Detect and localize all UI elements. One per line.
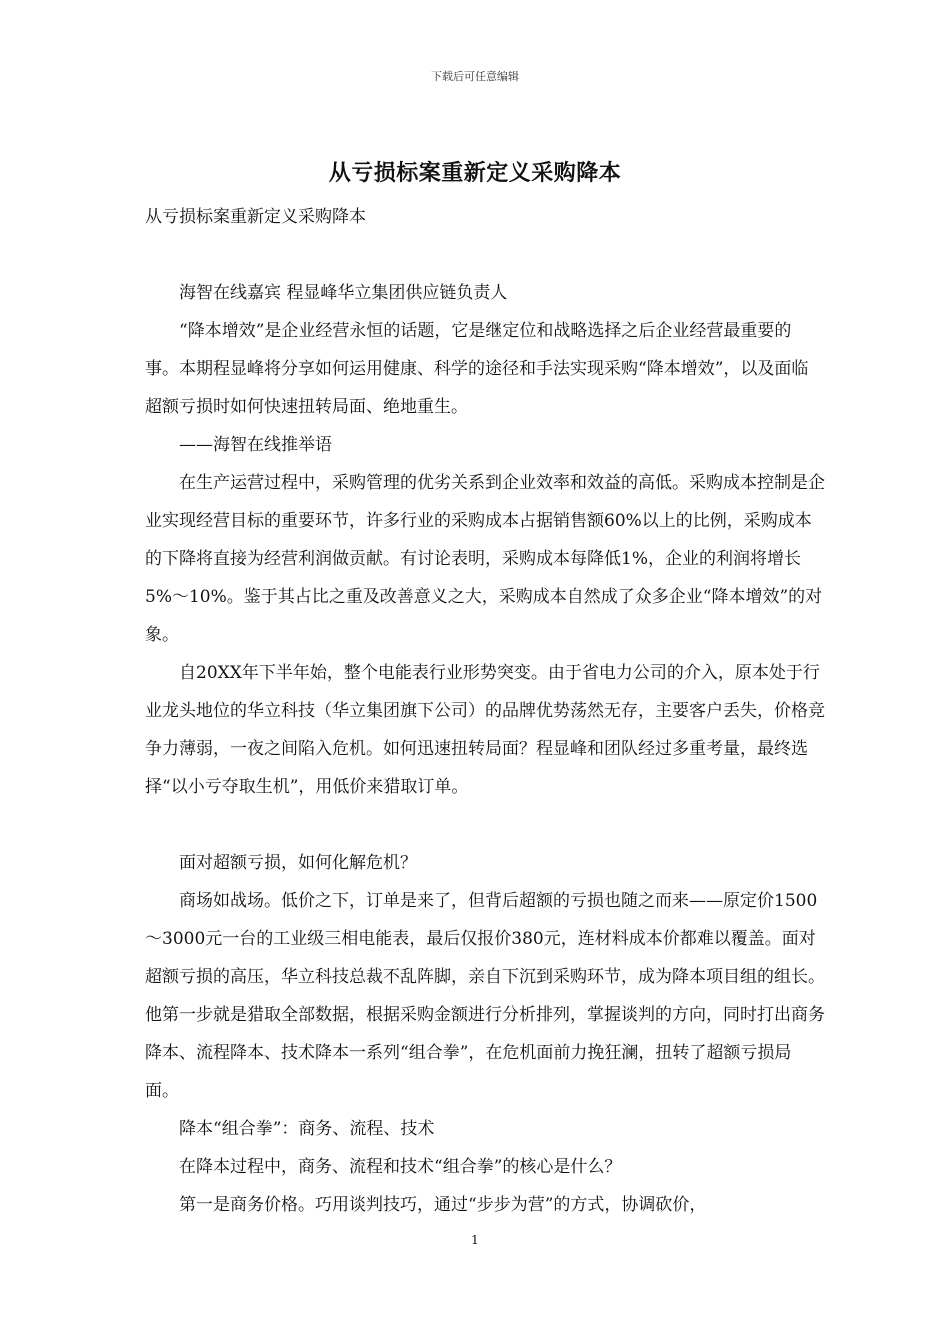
recommendation-signature: ——海智在线推举语 (179, 435, 332, 455)
paragraph-loss-response: 商场如战场。低价之下，订单是来了，但背后超额的亏损也随之而来——原定价1500～3000元一台的工业级三相电能表，最后仅报价380元，连材料成本价都难以覆盖。面对超额亏损的高压，华立科技总裁不乱阵脚，亲自下沉到采购环节，成为降本项目组的组长。他第一步就是猎取全部数据，根据采购金额进行分析排列，掌握谈判的方向，同时打出商务降本、流程降本、技术降本一系列“组合拳”，在危机面前力挽狂澜，扭转了超额亏损局面。 (145, 891, 825, 1101)
page-number: 1 (471, 1233, 479, 1247)
subtitle-line: 从亏损标案重新定义采购降本 (145, 207, 366, 227)
blank-line (145, 236, 825, 274)
blank-line (145, 806, 825, 844)
paragraph-industry-crisis: 自20XX年下半年始，整个电能表行业形势突变。由于省电力公司的介入，原本处于行业龙头地位的华立科技（华立集团旗下公司）的品牌优势荡然无存，主要客户丢失，价格竞争力薄弱，一夜之间陷入危机。如何迅速扭转局面？程显峰和团队经过多重考量，最终选择“以小亏夺取生机”，用低价来猎取订单。 (145, 663, 825, 797)
guest-intro: 海智在线嘉宾 程显峰华立集团供应链负责人 (179, 283, 508, 303)
paragraph-business-price: 第一是商务价格。巧用谈判技巧，通过“步步为营”的方式，协调砍价， (179, 1195, 707, 1215)
paragraph-procurement-cost: 在生产运营过程中，采购管理的优劣关系到企业效率和效益的高低。采购成本控制是企业实现经营目标的重要环节，许多行业的采购成本占据销售额60%以上的比例，采购成本的下降将直接为经营利润做贡献。有讨论表明，采购成本每降低1%，企业的利润将增长5%～10%。鉴于其占比之重及改善意义之大，采购成本自然成了众多企业“降本增效”的对象。 (145, 473, 825, 645)
document-body (145, 198, 825, 1224)
header-note: 下载后可任意编辑 (431, 70, 519, 83)
lead-paragraph: “降本增效”是企业经营永恒的话题，它是继定位和战略选择之后企业经营最重要的事。本期程显峰将分享如何运用健康、科学的途径和手法实现采购“降本增效”，以及面临超额亏损时如何快速扭转局面、绝地重生。 (145, 321, 809, 417)
document-title: 从亏损标案重新定义采购降本 (328, 160, 622, 186)
section-heading-crisis: 面对超额亏损，如何化解危机？ (179, 853, 417, 873)
section-heading-combination: 降本“组合拳”：商务、流程、技术 (179, 1119, 435, 1139)
paragraph-question: 在降本过程中，商务、流程和技术“组合拳”的核心是什么？ (179, 1157, 622, 1177)
